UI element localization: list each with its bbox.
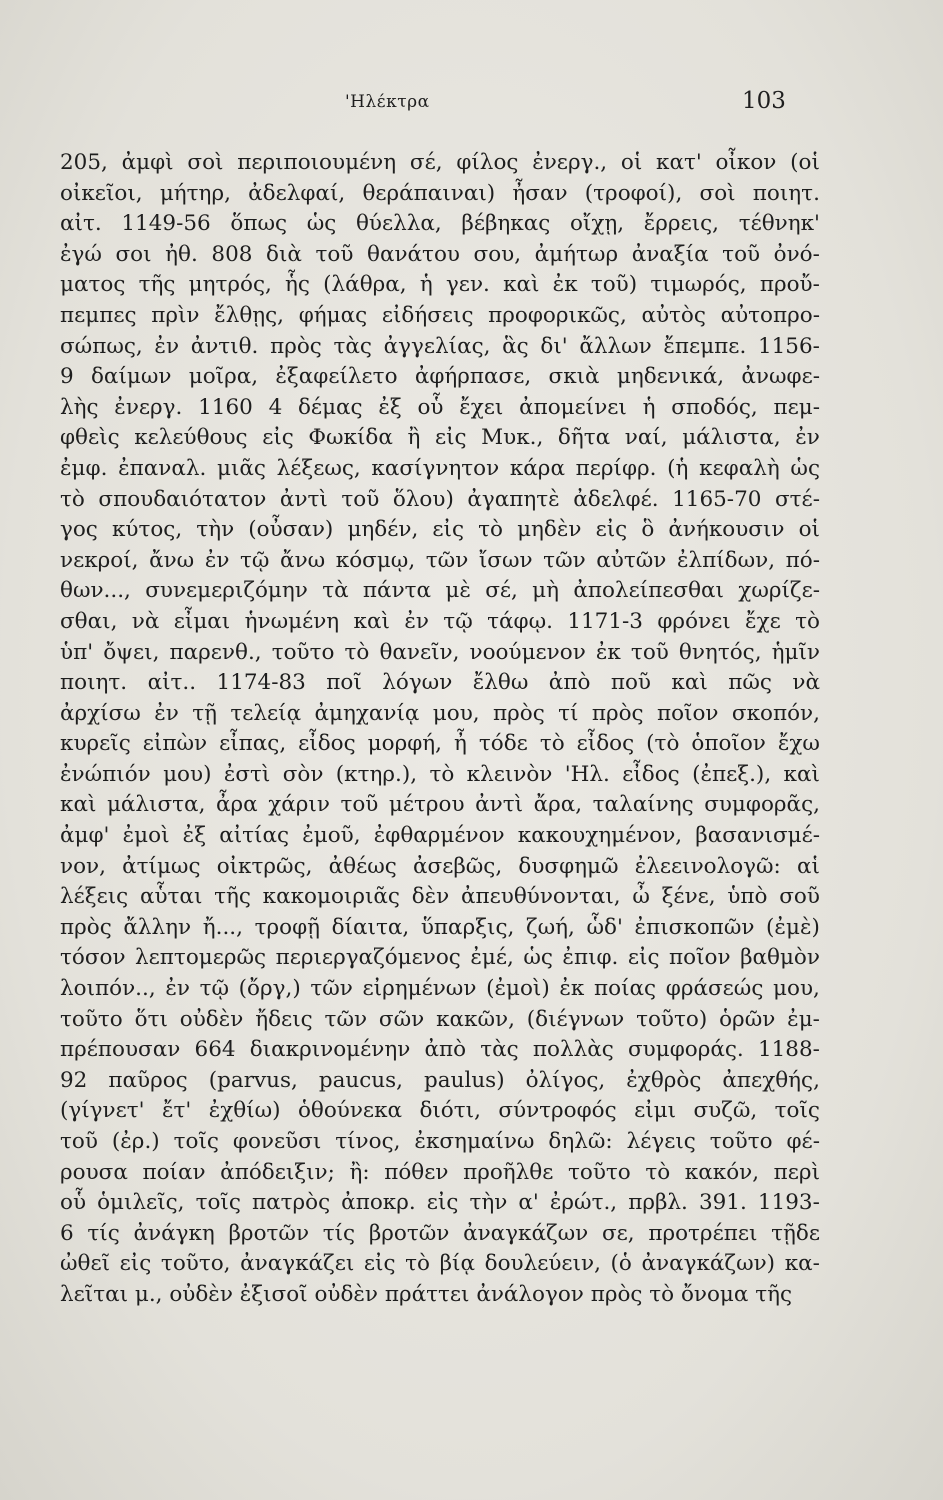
text-line: νεκροί, ἄνω ἐν τῷ ἄνω κόσμῳ, τῶν ἴσων τῶν αὐτῶν ἐλπίδων, πό- <box>60 547 820 573</box>
text-line: ρουσα ποίαν ἀπόδειξιν; ἢ: πόθεν προῆλθε τοῦτο τὸ κακόν, περὶ <box>60 1159 820 1185</box>
text-line: ἐγώ σοι ἠθ. 808 διὰ τοῦ θανάτου σου, ἀμήτωρ ἀναξία τοῦ ὀνό- <box>60 241 820 267</box>
text-line: ἐνώπιόν μου) ἐστὶ σὸν (κτηρ.), τὸ κλεινὸν 'Ηλ. εἶδος (ἐπεξ.), καὶ <box>60 761 820 787</box>
text-line: λέξεις αὗται τῆς κακομοιριᾶς δὲν ἀπευθύνονται, ὦ ξένε, ὑπὸ σοῦ <box>60 884 820 910</box>
page-number: 103 <box>742 88 786 114</box>
text-line: (γίγνετ' ἔτ' ἐχθίω) ὁθούνεκα διότι, σύντροφός εἰμι συζῶ, τοῖς <box>60 1098 820 1124</box>
text-line: γος κύτος, τὴν (οὖσαν) μηδέν, εἰς τὸ μηδὲν εἰς ὃ ἀνήκουσιν οἱ <box>60 517 820 543</box>
text-line: λεῖται μ., οὐδὲν ἐξισοῖ οὐδὲν πράττει ἀνάλογον πρὸς τὸ ὄνομα τῆς <box>60 1281 793 1307</box>
text-line: τὸ σπουδαιότατον ἀντὶ τοῦ ὅλου) ἀγαπητὲ ἀδελφέ. 1165-70 στέ- <box>60 486 820 512</box>
page-header <box>0 88 943 122</box>
text-line: καὶ μάλιστα, ἆρα χάριν τοῦ μέτρου ἀντὶ ἄρα, ταλαίνης συμφορᾶς, <box>60 792 820 818</box>
text-line: νον, ἀτίμως οἰκτρῶς, ἀθέως ἀσεβῶς, δυσφημῶ ἐλεεινολογῶ: αἱ <box>60 853 820 879</box>
text-line: πρὸς ἄλλην ἤ..., τροφῇ δίαιτα, ὕπαρξις, ζωή, ὧδ' ἐπισκοπῶν (ἐμὲ) <box>60 914 820 940</box>
text-line: ποιητ. αἰτ.. 1174-83 ποῖ λόγων ἔλθω ἀπὸ ποῦ καὶ πῶς νὰ <box>60 670 820 696</box>
text-line: τοῦτο ὅτι οὐδὲν ἤδεις τῶν σῶν κακῶν, (διέγνων τοῦτο) ὁρῶν ἐμ- <box>60 1006 820 1032</box>
text-line: σθαι, νὰ εἶμαι ἡνωμένη καὶ ἐν τῷ τάφῳ. 1171-3 φρόνει ἔχε τὸ <box>60 608 820 634</box>
text-line: ἐμφ. ἐπαναλ. μιᾶς λέξεως, κασίγνητον κάρα περίφρ. (ἡ κεφαλὴ ὡς <box>60 455 820 481</box>
text-line: θων..., συνεμεριζόμην τὰ πάντα μὲ σέ, μὴ ἀπολείπεσθαι χωρίζε- <box>60 578 820 604</box>
text-line: ὠθεῖ εἰς τοῦτο, ἀναγκάζει εἰς τὸ βίᾳ δουλεύειν, (ὁ ἀναγκάζων) κα- <box>60 1251 820 1277</box>
text-line: οἰκεῖοι, μήτηρ, ἀδελφαί, θεράπαιναι) ἦσαν (τροφοί), σοὶ ποιητ. <box>60 180 820 206</box>
text-line: 6 τίς ἀνάγκη βροτῶν τίς βροτῶν ἀναγκάζων σε, προτρέπει τῇδε <box>60 1220 820 1246</box>
text-line: 9 δαίμων μοῖρα, ἐξαφείλετο ἀφήρπασε, σκιὰ μηδενικά, ἀνωφε- <box>60 364 820 390</box>
text-line: αἰτ. 1149-56 ὅπως ὡς θύελλα, βέβηκας οἴχῃ, ἔρρεις, τέθνηκ' <box>60 211 820 237</box>
text-line: σώπως, ἐν ἀντιθ. πρὸς τὰς ἀγγελίας, ἃς δι' ἄλλων ἔπεμπε. 1156- <box>60 333 820 359</box>
text-line: 92 παῦρος (parvus, paucus, paulus) ὀλίγος, ἐχθρὸς ἀπεχθής, <box>60 1067 820 1093</box>
text-line: λὴς ἐνεργ. 1160 4 δέμας ἐξ οὗ ἔχει ἀπομείνει ἡ σποδός, πεμ- <box>60 394 820 420</box>
text-line: ἀμφ' ἐμοὶ ἐξ αἰτίας ἐμοῦ, ἐφθαρμένον κακουχημένον, βασανισμέ- <box>60 823 820 849</box>
text-line: πρέπουσαν 664 διακρινομένην ἀπὸ τὰς πολλὰς συμφοράς. 1188- <box>60 1037 820 1063</box>
text-line: ὑπ' ὄψει, παρενθ., τοῦτο τὸ θανεῖν, νοούμενον ἐκ τοῦ θνητός, ἡμῖν <box>60 639 820 665</box>
text-line: ἀρχίσω ἐν τῇ τελείᾳ ἀμηχανίᾳ μου, πρὸς τί πρὸς ποῖον σκοπόν, <box>60 700 820 726</box>
text-line: τόσον λεπτομερῶς περιεργαζόμενος ἐμέ, ὡς ἐπιφ. εἰς ποῖον βαθμὸν <box>60 945 820 971</box>
running-title: 'Ηλέκτρα <box>345 92 430 112</box>
text-line: φθεὶς κελεύθους εἰς Φωκίδα ἢ εἰς Μυκ., δῆτα ναί, μάλιστα, ἐν <box>60 425 820 451</box>
text-line: κυρεῖς εἰπὼν εἶπας, εἶδος μορφή, ἦ τόδε τὸ εἶδος (τὸ ὁποῖον ἔχω <box>60 731 820 757</box>
commentary-text <box>60 148 820 1311</box>
text-line: τοῦ (ἐρ.) τοῖς φονεῦσι τίνος, ἐκσημαίνω δηλῶ: λέγεις τοῦτο φέ- <box>60 1129 820 1154</box>
text-line: 205, ἀμφὶ σοὶ περιποιουμένη σέ, φίλος ἐνεργ., οἱ κατ' οἶκον (οἱ <box>60 150 820 175</box>
text-line: πεμπες πρὶν ἔλθῃς, φήμας εἰδήσεις προφορικῶς, αὐτὸς αὐτοπρο- <box>60 302 820 328</box>
text-line: οὗ ὁμιλεῖς, τοῖς πατρὸς ἀποκρ. εἰς τὴν α' ἐρώτ., πρβλ. 391. 1193- <box>60 1190 820 1216</box>
text-line: ματος τῆς μητρός, ἧς (λάθρα, ἡ γεν. καὶ ἐκ τοῦ) τιμωρός, προὔ- <box>60 272 820 298</box>
text-line: λοιπόν.., ἐν τῷ (ὄργ,) τῶν εἰρημένων (ἐμοὶ) ἐκ ποίας φράσεώς μου, <box>60 976 820 1002</box>
